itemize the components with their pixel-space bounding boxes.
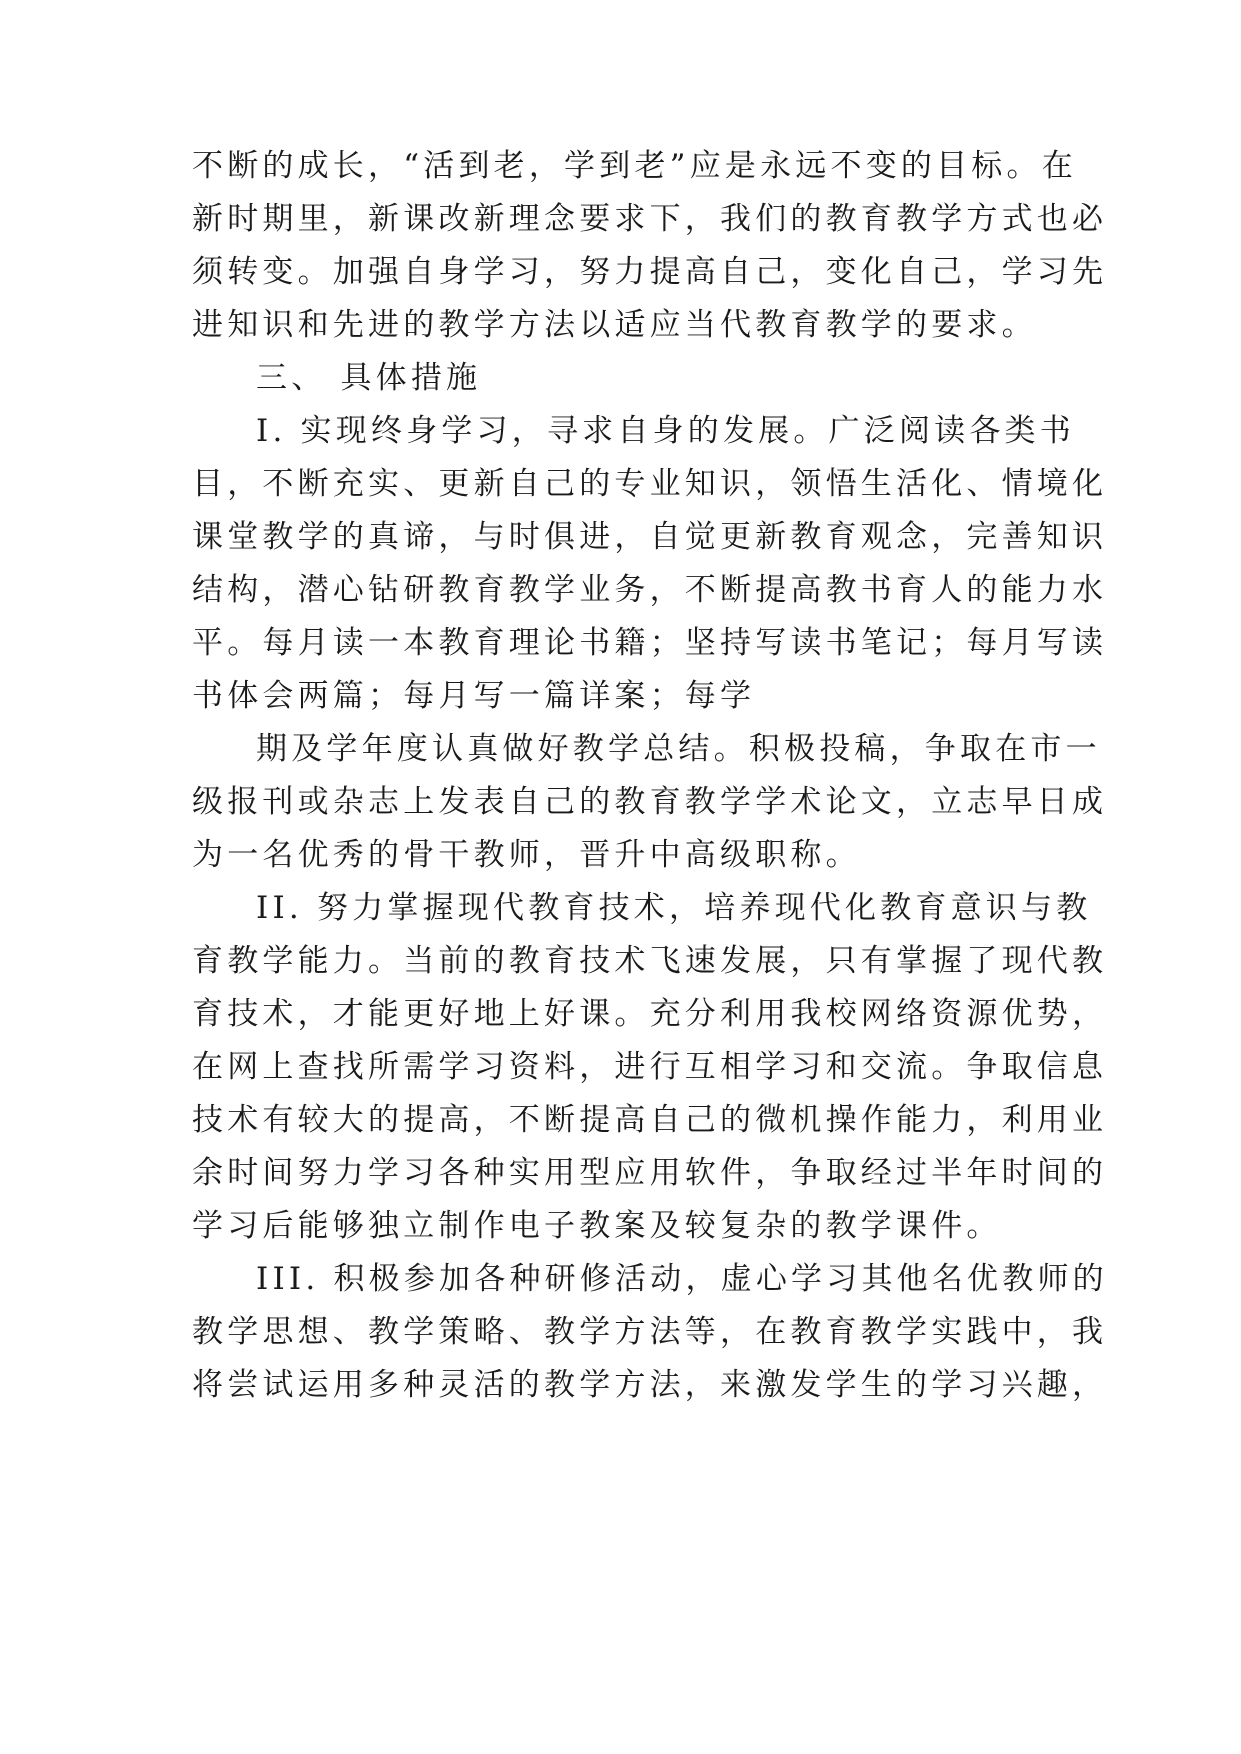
text-line: 为一名优秀的骨干教师，晋升中高级职称。 bbox=[192, 837, 861, 873]
text-line: 技术有较大的提高，不断提高自己的微机操作能力，利用业 bbox=[192, 1102, 1108, 1138]
text-line: 期及学年度认真做好教学总结。积极投稿，争取在市一 bbox=[256, 731, 1101, 767]
text-line: 书体会两篇；每月写一篇详案；每学 bbox=[192, 678, 756, 714]
text-line: 学习后能够独立制作电子教案及较复杂的教学课件。 bbox=[192, 1208, 1002, 1244]
text-line: II. 努力掌握现代教育技术，培养现代化教育意识与教 bbox=[256, 890, 1092, 926]
text-line: 级报刊或杂志上发表自己的教育教学学术论文，立志早日成 bbox=[192, 784, 1108, 820]
text-line: 在网上查找所需学习资料，进行互相学习和交流。争取信息 bbox=[192, 1049, 1108, 1085]
text-line: 将尝试运用多种灵活的教学方法，来激发学生的学习兴趣， bbox=[192, 1367, 1108, 1403]
text-line: 育技术，才能更好地上好课。充分利用我校网络资源优势， bbox=[192, 996, 1108, 1032]
text-line: 新时期里，新课改新理念要求下，我们的教育教学方式也必 bbox=[192, 201, 1108, 237]
text-line: 须转变。加强自身学习，努力提高自己，变化自己，学习先 bbox=[192, 254, 1108, 290]
text-line: 教学思想、教学策略、教学方法等，在教育教学实践中，我 bbox=[192, 1314, 1108, 1350]
text-line: 结构，潜心钻研教育教学业务，不断提高教书育人的能力水 bbox=[192, 572, 1108, 608]
text-line: 进知识和先进的教学方法以适应当代教育教学的要求。 bbox=[192, 307, 1037, 343]
text-line: 育教学能力。当前的教育技术飞速发展，只有掌握了现代教 bbox=[192, 943, 1108, 979]
text-line: 课堂教学的真谛，与时俱进，自觉更新教育观念，完善知识 bbox=[192, 519, 1108, 555]
text-line: 不断的成长，“活到老，学到老”应是永远不变的目标。在 bbox=[192, 148, 1077, 184]
text-line: I. 实现终身学习，寻求自身的发展。广泛阅读各类书 bbox=[256, 413, 1075, 449]
text-line: 余时间努力学习各种实用型应用软件，争取经过半年时间的 bbox=[192, 1155, 1108, 1191]
text-line: 平。每月读一本教育理论书籍；坚持写读书笔记；每月写读 bbox=[192, 625, 1108, 661]
section-heading: 三、 具体措施 bbox=[256, 360, 482, 396]
text-line: III. 积极参加各种研修活动，虚心学习其他名优教师的 bbox=[256, 1261, 1108, 1297]
text-line: 目，不断充实、更新自己的专业知识，领悟生活化、情境化 bbox=[192, 466, 1108, 502]
